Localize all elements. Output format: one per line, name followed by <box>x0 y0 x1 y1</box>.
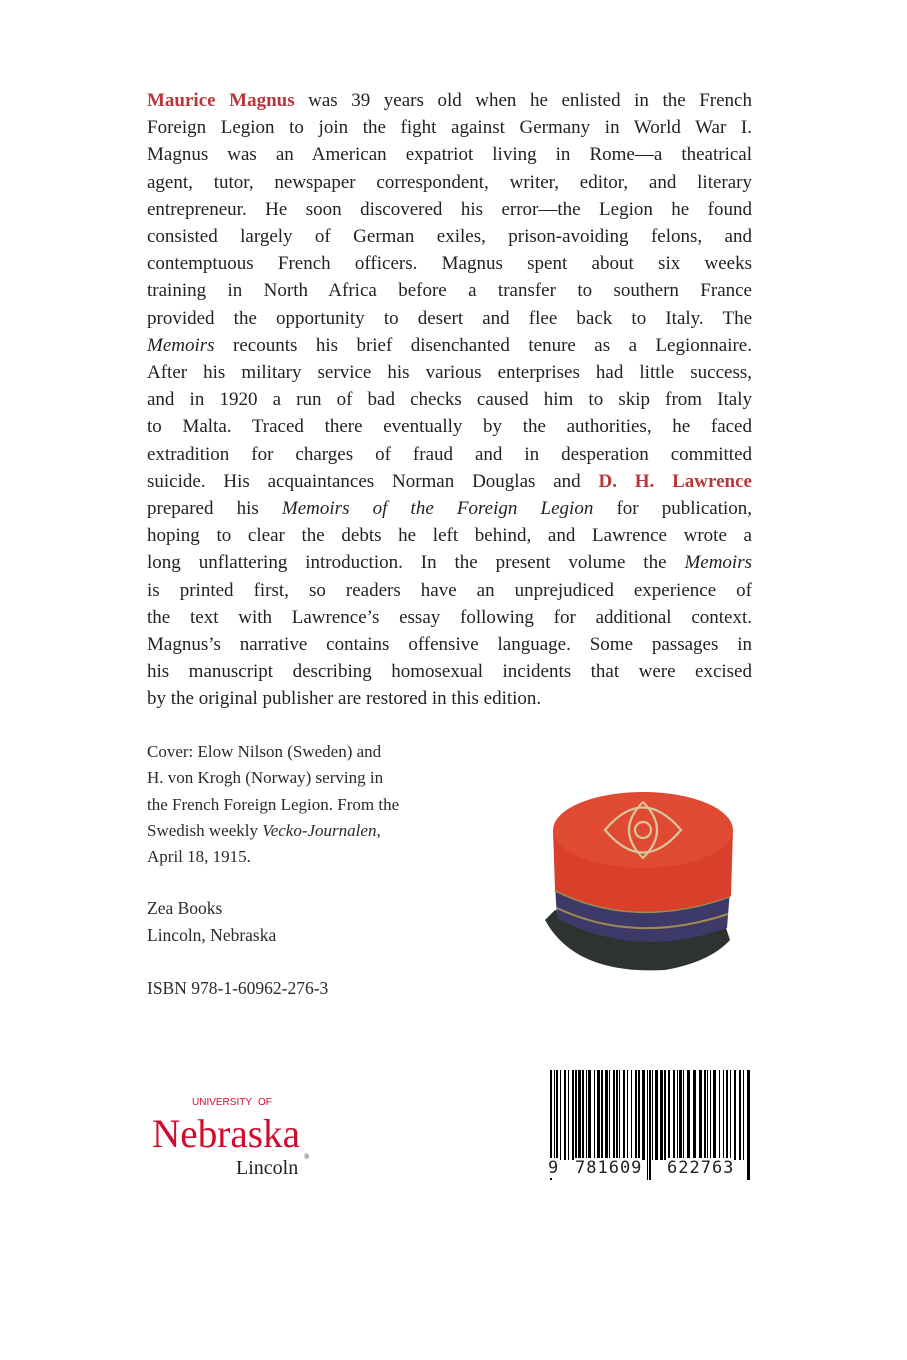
blurb-text: Magnus’s narrative contains offensive language. Some passages in <box>147 634 752 656</box>
blurb-text: agent, tutor, newspaper correspondent, writer, editor, and literary <box>147 171 752 193</box>
barcode-digits-right: 622763 <box>667 1158 735 1178</box>
blurb-line <box>147 141 752 168</box>
barcode-bar <box>664 1070 666 1160</box>
barcode-bar <box>616 1070 618 1160</box>
blurb-text: entrepreneur. He soon discovered his error—the Legion he found <box>147 198 752 220</box>
barcode-bar <box>743 1070 744 1160</box>
blurb-line <box>147 413 752 440</box>
blurb-line <box>147 305 752 332</box>
university-of-nebraska-lincoln-logo <box>150 1095 315 1180</box>
barcode-bar <box>613 1070 615 1160</box>
caption-text: Swedish weekly <box>147 820 263 840</box>
blurb-line <box>147 604 752 631</box>
barcode-bar <box>649 1070 651 1180</box>
barcode-bar <box>605 1070 608 1160</box>
blurb-text: prepared his <box>147 498 282 520</box>
blurb-text: provided the opportunity to desert and flee back to Italy. The <box>147 307 752 329</box>
italic-title: Memoirs <box>684 552 752 574</box>
barcode-bar <box>556 1070 558 1160</box>
blurb-text: long unflattering introduction. In the present volume the <box>147 552 685 574</box>
italic-title: Memoirs of the Foreign Legion <box>281 498 594 520</box>
blurb-text: the text with Lawrence’s essay following for additional context. <box>147 606 752 628</box>
barcode-bar <box>582 1070 584 1160</box>
barcode-bar <box>687 1070 690 1160</box>
blurb-line <box>147 223 752 250</box>
blurb-line <box>147 495 752 522</box>
barcode-bar <box>568 1070 569 1160</box>
blurb-text: consisted largely of German exiles, prison-avoiding felons, and <box>147 226 752 248</box>
blurb-text: training in North Africa before a transfer to southern France <box>147 280 752 302</box>
blurb-line <box>147 277 752 304</box>
blurb-text: recounts his brief disenchanted tenure as a Legionnaire. <box>214 334 752 356</box>
blurb-text: by the original publisher are restored in this edition. <box>147 688 542 710</box>
blurb-line <box>147 658 752 685</box>
barcode-bar <box>719 1070 720 1160</box>
blurb-text: for publication, <box>593 498 752 520</box>
blurb-text: and in 1920 a run of bad checks caused him to skip from Italy <box>147 389 752 411</box>
blurb-line <box>147 468 752 495</box>
highlighted-name: D. H. Lawrence <box>598 470 752 492</box>
barcode-bar <box>693 1070 696 1160</box>
logo-registered-mark: ® <box>304 1153 310 1161</box>
kepi-hat-image <box>535 790 745 975</box>
blurb-line <box>147 114 752 141</box>
logo-of: OF <box>258 1097 272 1108</box>
blurb-text: After his military service his various enterprises had little success, <box>147 362 752 384</box>
blurb-line <box>147 441 752 468</box>
barcode-bar <box>713 1070 716 1160</box>
barcode-bar <box>679 1070 682 1160</box>
barcode-bar <box>623 1070 625 1160</box>
barcode-bar <box>647 1070 648 1180</box>
barcode-digit: 9 <box>548 1158 560 1178</box>
caption-line <box>147 818 399 844</box>
barcode-bar <box>635 1070 637 1160</box>
barcode-bar <box>588 1070 591 1160</box>
barcode-bar <box>710 1070 711 1160</box>
blurb-line <box>147 386 752 413</box>
blurb-line <box>147 196 752 223</box>
caption-line: Cover: Elow Nilson (Sweden) and <box>147 742 382 761</box>
barcode-bar <box>586 1070 587 1160</box>
blurb-line <box>147 169 752 196</box>
highlighted-name: Maurice Magnus <box>147 90 295 111</box>
barcode-bar <box>699 1070 702 1160</box>
barcode-bar <box>739 1070 741 1160</box>
blurb-line <box>147 332 752 359</box>
blurb-text: Magnus was an American expatriot living in Rome—a theatrical <box>147 144 752 166</box>
publisher-name: Zea Books <box>147 898 223 918</box>
publisher-place: Lincoln, Nebraska <box>147 925 277 945</box>
barcode-bar <box>730 1070 731 1160</box>
barcode-bar <box>673 1070 675 1160</box>
logo-university: UNIVERSITY <box>192 1097 253 1108</box>
barcode-bar <box>655 1070 658 1160</box>
barcode-bar <box>609 1070 610 1160</box>
barcode-bar <box>575 1070 577 1160</box>
barcode-bar <box>677 1070 678 1160</box>
logo-nebraska: Nebraska <box>152 1111 301 1156</box>
barcode-digits-left: 781609 <box>575 1158 643 1178</box>
barcode-bar <box>726 1070 728 1160</box>
publisher-block <box>147 895 276 949</box>
barcode-bar <box>652 1070 653 1160</box>
caption-line: H. von Krogh (Norway) serving in <box>147 768 384 788</box>
barcode-bar <box>554 1070 555 1160</box>
blurb-text: Foreign Legion to join the fight against Germany in World War I. <box>147 117 752 139</box>
blurb-line <box>147 522 752 549</box>
barcode-bar <box>668 1070 670 1160</box>
barcode-bar <box>642 1070 645 1160</box>
barcode-bar <box>627 1070 628 1160</box>
blurb-line <box>147 87 752 114</box>
blurb-text: extradition for charges of fraud and in desperation committed <box>147 443 752 465</box>
barcode-bar <box>578 1070 581 1160</box>
blurb-line <box>147 685 752 712</box>
barcode-bar <box>564 1070 566 1160</box>
blurb-line <box>147 250 752 277</box>
magazine-title: Vecko-Journalen, <box>262 820 381 840</box>
cover-blurb <box>147 87 752 713</box>
barcode-bar <box>572 1070 574 1160</box>
cover-caption <box>147 739 399 870</box>
isbn-barcode <box>548 1070 753 1185</box>
blurb-line <box>147 359 752 386</box>
barcode-bar <box>619 1070 620 1160</box>
barcode-bar <box>638 1070 640 1160</box>
caption-line: April 18, 1915. <box>147 847 251 867</box>
barcode-bar <box>631 1070 632 1160</box>
barcode-bar <box>594 1070 595 1160</box>
barcode-bar <box>734 1070 736 1160</box>
barcode-bar <box>747 1070 750 1180</box>
blurb-text: to Malta. Traced there eventually by the authorities, he faced <box>147 416 752 438</box>
barcode-bar <box>660 1070 663 1160</box>
blurb-text: his manuscript describing homosexual incidents that were excised <box>147 661 752 683</box>
barcode-bar <box>560 1070 561 1160</box>
logo-lincoln: Lincoln <box>236 1157 299 1179</box>
blurb-text: suicide. His acquaintances Norman Douglas and <box>147 470 599 492</box>
blurb-text: contemptuous French officers. Magnus spent about six weeks <box>147 253 752 275</box>
italic-title: Memoirs <box>147 334 215 356</box>
blurb-line <box>147 577 752 604</box>
barcode-bar <box>723 1070 724 1160</box>
blurb-text: was 39 years old when he enlisted in the French <box>294 90 752 111</box>
barcode-bar <box>704 1070 706 1160</box>
barcode-bar <box>601 1070 603 1160</box>
blurb-line <box>147 549 752 576</box>
barcode-bar <box>683 1070 684 1160</box>
barcode-bar <box>597 1070 600 1160</box>
blurb-text: is printed first, so readers have an unprejudiced experience of <box>147 579 752 601</box>
barcode-bar <box>707 1070 708 1160</box>
isbn: ISBN 978-1-60962-276-3 <box>147 978 329 998</box>
caption-line: the French Foreign Legion. From the <box>147 794 400 814</box>
blurb-line <box>147 631 752 658</box>
blurb-text: hoping to clear the debts he left behind, and Lawrence wrote a <box>147 525 752 547</box>
